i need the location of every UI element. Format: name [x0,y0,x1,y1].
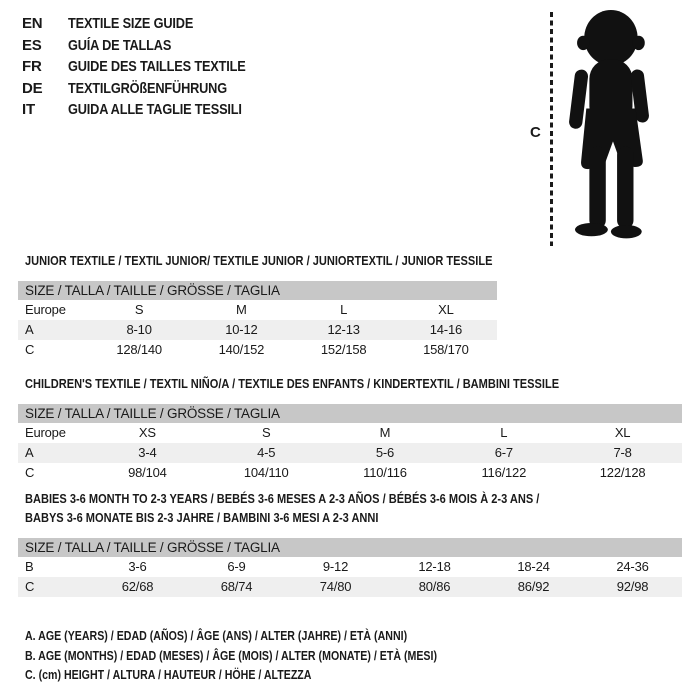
language-row [22,13,277,35]
table-row [18,577,682,597]
language-list [22,13,277,121]
baby-silhouette-icon [562,8,666,244]
size-cell: 122/128 [599,465,646,480]
size-cell: 158/170 [423,342,469,357]
size-cell: 68/74 [220,579,253,594]
language-label: GUÍA DE TALLAS [68,36,172,54]
row-label: A [25,445,34,460]
size-cell: 86/92 [517,579,550,594]
size-cell: 12-18 [418,559,451,574]
size-cell: 4-5 [257,445,276,460]
size-cell: 62/68 [121,579,154,594]
size-cell: 24-36 [616,559,649,574]
table-row [18,443,682,463]
size-cell: L [340,302,348,317]
size-cell: M [236,302,247,317]
size-cell: 128/140 [116,342,162,357]
size-cell: XL [614,425,631,440]
size-cell: M [379,425,391,440]
size-cell: 6-9 [227,559,246,574]
table-row [18,463,682,483]
footnotes [25,627,510,686]
size-cell: 10-12 [225,322,258,337]
size-cell: 3-4 [138,445,157,460]
table-title-line: BABIES 3-6 MONTH TO 2-3 YEARS / BEBÉS 3-6 MESES A 2-3 AÑOS / BÉBÉS 3-6 MOIS À 2-3 ANS / [25,491,540,506]
height-measure-dashed-line [550,12,553,246]
size-cell: 92/98 [616,579,649,594]
table-box [18,404,682,483]
size-cell: 80/86 [418,579,451,594]
size-cell: 8-10 [126,322,152,337]
height-measure-label: C [530,124,541,141]
language-code: IT [22,101,35,119]
table-row [18,340,497,360]
footnote: C. (cm) HEIGHT / ALTURA / HAUTEUR / HÖHE / ALTEZZA [25,668,312,682]
language-row [22,35,277,57]
row-label: C [25,342,35,357]
language-label: GUIDA ALLE TAGLIE TESSILI [68,101,242,119]
footnote: A. AGE (YEARS) / EDAD (AÑOS) / ÂGE (ANS) / ALTER (JAHRE) / ETÀ (ANNI) [25,629,408,643]
size-table [18,489,700,597]
size-cell: 152/158 [320,342,367,357]
size-cell: S [134,302,144,317]
table-title [25,251,700,270]
size-cell: XL [438,302,454,317]
size-cell: XS [138,425,156,440]
size-table [18,374,700,483]
table-box [18,538,682,597]
table-row [18,423,682,443]
table-title-line: CHILDREN'S TEXTILE / TEXTIL NIÑO/A / TEXTILE DES ENFANTS / KINDERTEXTIL / BAMBINI TESSILE [25,376,560,391]
table-header-band: SIZE / TALLA / TAILLE / GRÖSSE / TAGLIA [18,404,682,423]
table-title-line: BABYS 3-6 MONATE BIS 2-3 JAHRE / BAMBINI 3-6 MESI A 2-3 ANNI [25,510,379,525]
size-cell: 9-12 [322,559,349,574]
table-row [18,300,497,320]
size-cell: 5-6 [375,445,395,460]
table-row [18,320,497,340]
size-cell: 74/80 [319,579,352,594]
language-row [22,56,277,78]
size-table [18,251,700,360]
size-cell: S [261,425,271,440]
language-label: GUIDE DES TAILLES TEXTILE [68,58,246,76]
language-code: EN [22,15,43,33]
language-label: TEXTILGRÖßENFÜHRUNG [68,79,227,97]
size-cell: 140/152 [218,342,265,357]
table-rows [18,557,682,597]
table-header-band: SIZE / TALLA / TAILLE / GRÖSSE / TAGLIA [18,538,682,557]
language-row [22,78,277,100]
table-header-band: SIZE / TALLA / TAILLE / GRÖSSE / TAGLIA [18,281,497,300]
table-rows [18,300,497,360]
language-row [22,99,277,121]
size-cell: 3-6 [128,559,147,574]
figure-area [522,8,692,250]
table-title [25,489,700,527]
language-code: DE [22,79,43,97]
table-title-line: JUNIOR TEXTILE / TEXTIL JUNIOR/ TEXTILE JUNIOR / JUNIORTEXTIL / JUNIOR TESSILE [25,253,493,268]
table-box [18,281,497,360]
row-label: C [25,465,35,480]
row-label: B [25,559,34,574]
language-label: TEXTILE SIZE GUIDE [68,15,194,33]
size-cell: 18-24 [517,559,550,574]
row-label: C [25,579,35,594]
size-cell: 104/110 [243,465,289,480]
language-code: ES [22,36,42,54]
row-label: A [25,322,34,337]
size-cell: 12-13 [327,322,360,337]
table-title [25,374,700,393]
row-label: Europe [25,425,66,440]
table-rows [18,423,682,483]
size-cell: 98/104 [128,465,167,480]
footnote: B. AGE (MONTHS) / EDAD (MESES) / ÂGE (MOIS) / ALTER (MONATE) / ETÀ (MESI) [25,648,438,663]
table-row [18,557,682,577]
size-cell: 110/116 [363,465,407,480]
size-cell: 116/122 [481,465,527,480]
row-label: Europe [25,302,66,317]
size-cell: 6-7 [494,445,513,460]
size-cell: 14-16 [429,322,462,337]
size-cell: L [500,425,508,440]
size-cell: 7-8 [613,445,632,460]
language-code: FR [22,58,42,76]
